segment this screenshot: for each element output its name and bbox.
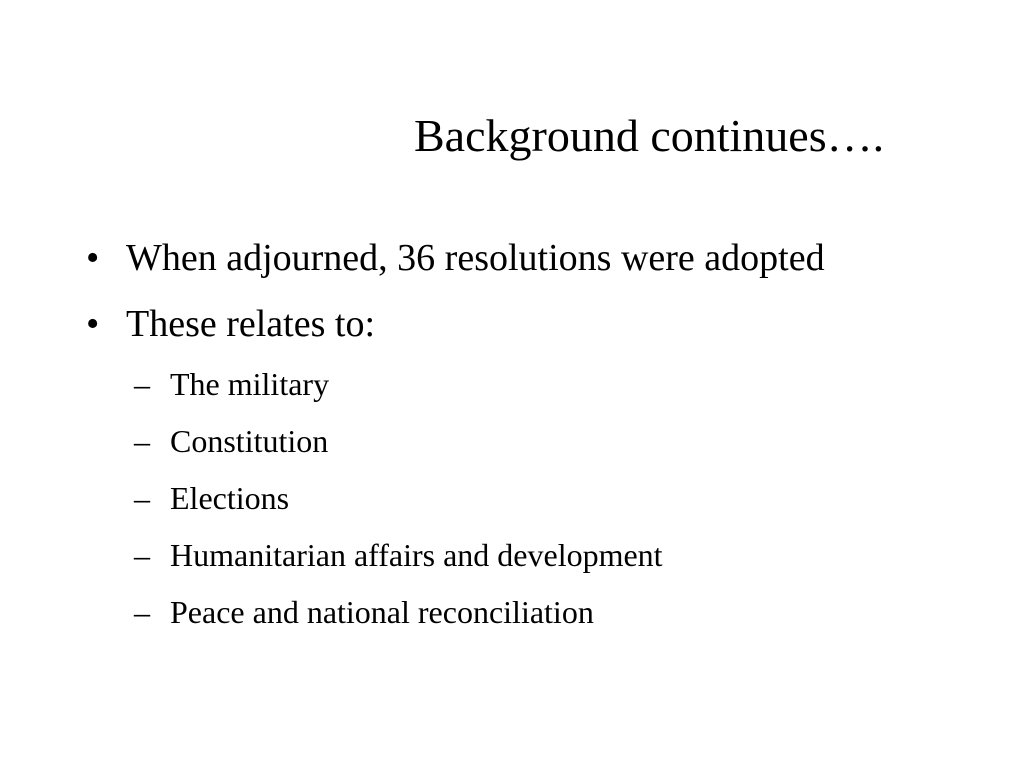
bullet-text: When adjourned, 36 resolutions were adopted — [126, 237, 825, 279]
dash-marker: – — [134, 594, 150, 630]
bullet-text: These relates to: — [126, 303, 376, 345]
bullet-marker: • — [86, 237, 100, 279]
sub-bullet-text: Humanitarian affairs and development — [170, 537, 663, 573]
dash-marker: – — [134, 480, 150, 516]
bullet-item — [86, 232, 846, 285]
dash-marker: – — [134, 366, 150, 402]
sub-bullet-item — [86, 535, 846, 575]
sub-bullet-text: Elections — [170, 480, 290, 516]
sub-bullet-item — [86, 421, 846, 461]
sub-bullet-text: Constitution — [170, 423, 329, 459]
sub-bullet-item — [86, 478, 846, 518]
bullet-marker: • — [86, 303, 100, 345]
sub-bullet-item — [86, 364, 846, 404]
dash-marker: – — [134, 537, 150, 573]
sub-bullet-list — [86, 364, 846, 632]
sub-bullet-item — [86, 592, 846, 632]
sub-bullet-text: Peace and national reconciliation — [170, 594, 594, 630]
bullet-item — [86, 298, 846, 351]
sub-bullet-text: The military — [170, 366, 330, 402]
slide-body — [86, 232, 846, 649]
slide-title: Background continues…. — [414, 110, 885, 161]
dash-marker: – — [134, 423, 150, 459]
